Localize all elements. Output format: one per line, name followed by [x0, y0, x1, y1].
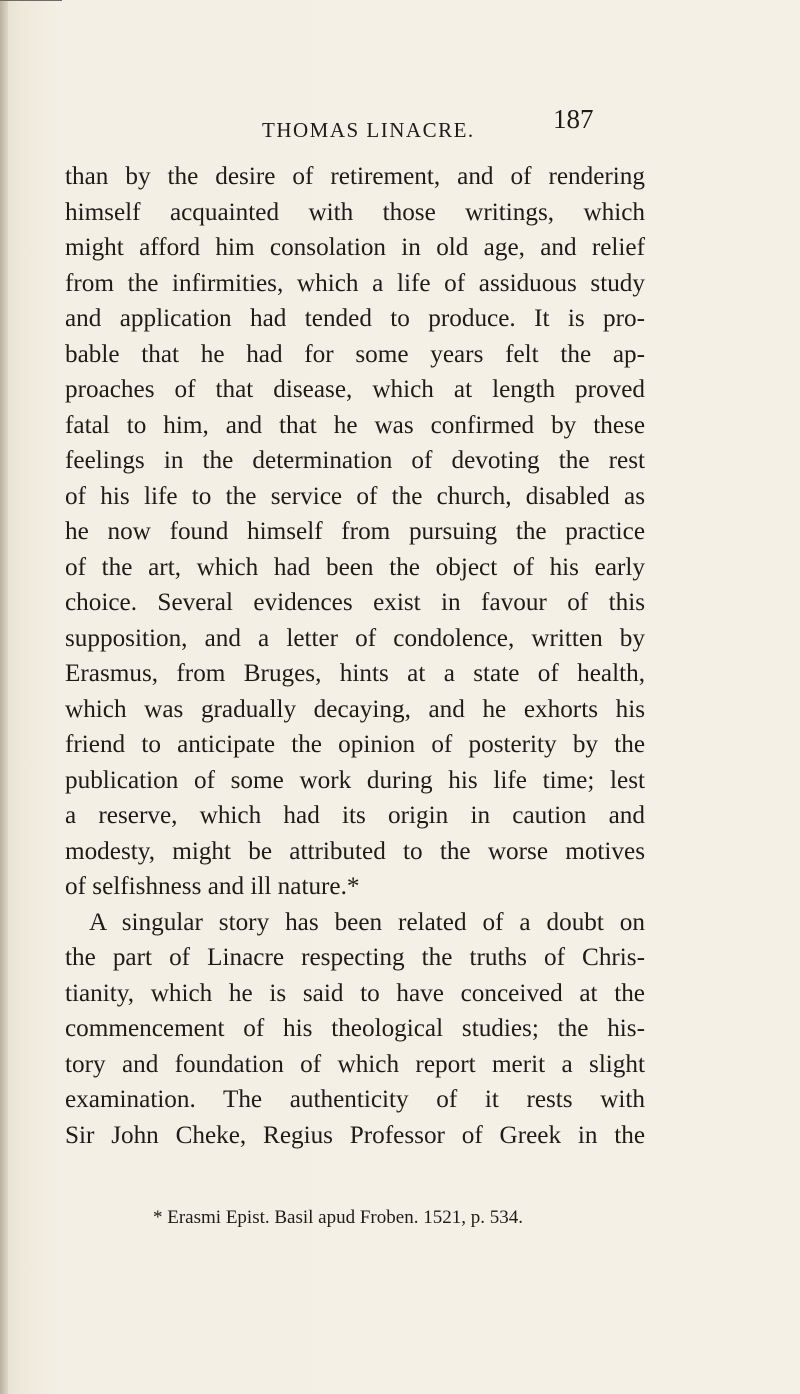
text-line: tianity, which he is said to have conceived at the — [65, 979, 645, 1007]
text-line: a reserve, which had its origin in caution and — [65, 802, 645, 829]
footnote: * Erasmi Epist. Basil apud Froben. 1521, p. 534. — [153, 1207, 523, 1228]
text-line: tory and foundation of which report merit a slight — [65, 1050, 645, 1078]
body-text — [65, 159, 645, 1153]
text-line: examination. The authenticity of it rests with — [65, 1086, 645, 1113]
text-line: friend to anticipate the opinion of posterity by the — [65, 731, 645, 758]
text-line: the part of Linacre respecting the truths of Chris- — [65, 944, 645, 971]
text-line: of his life to the service of the church, disabled as — [65, 482, 645, 510]
text-line: publication of some work during his life time; lest — [65, 766, 645, 794]
text-line: from the infirmities, which a life of assiduous study — [65, 269, 645, 297]
text-line: feelings in the determination of devoting the rest — [65, 447, 645, 474]
text-line: choice. Several evidences exist in favour of this — [65, 589, 645, 616]
page-number: 187 — [553, 104, 594, 134]
text-line: fatal to him, and that he was confirmed by these — [65, 411, 645, 439]
text-line: and application had tended to produce. It is pro- — [65, 305, 645, 332]
text-line: A singular story has been related of a doubt on — [89, 908, 645, 936]
text-line: might afford him consolation in old age, and relief — [65, 234, 645, 261]
binding-edge — [0, 0, 8, 1394]
text-line: Erasmus, from Bruges, hints at a state of health, — [65, 660, 645, 687]
text-line: than by the desire of retirement, and of rendering — [65, 163, 645, 190]
text-line: which was gradually decaying, and he exhorts his — [65, 695, 645, 723]
text-line: commencement of his theological studies; the his- — [65, 1015, 645, 1042]
text-line: himself acquainted with those writings, which — [65, 198, 645, 226]
corner-rule — [0, 0, 62, 1]
text-line: of the art, which had been the object of his early — [65, 553, 645, 581]
text-line: supposition, and a letter of condolence, written by — [65, 624, 645, 652]
running-head — [0, 104, 800, 152]
text-line: bable that he had for some years felt the ap- — [65, 340, 645, 368]
text-line: modesty, might be attributed to the worse motives — [65, 837, 645, 865]
paragraph-1 — [65, 159, 645, 905]
text-line: Sir John Cheke, Regius Professor of Greek in the — [65, 1121, 645, 1149]
running-title: THOMAS LINACRE. — [262, 118, 475, 142]
text-line: proaches of that disease, which at length proved — [65, 376, 645, 403]
text-line: of selfishness and ill nature.* — [65, 873, 360, 900]
paragraph-2 — [65, 905, 645, 1154]
text-line: he now found himself from pursuing the practice — [65, 518, 645, 545]
